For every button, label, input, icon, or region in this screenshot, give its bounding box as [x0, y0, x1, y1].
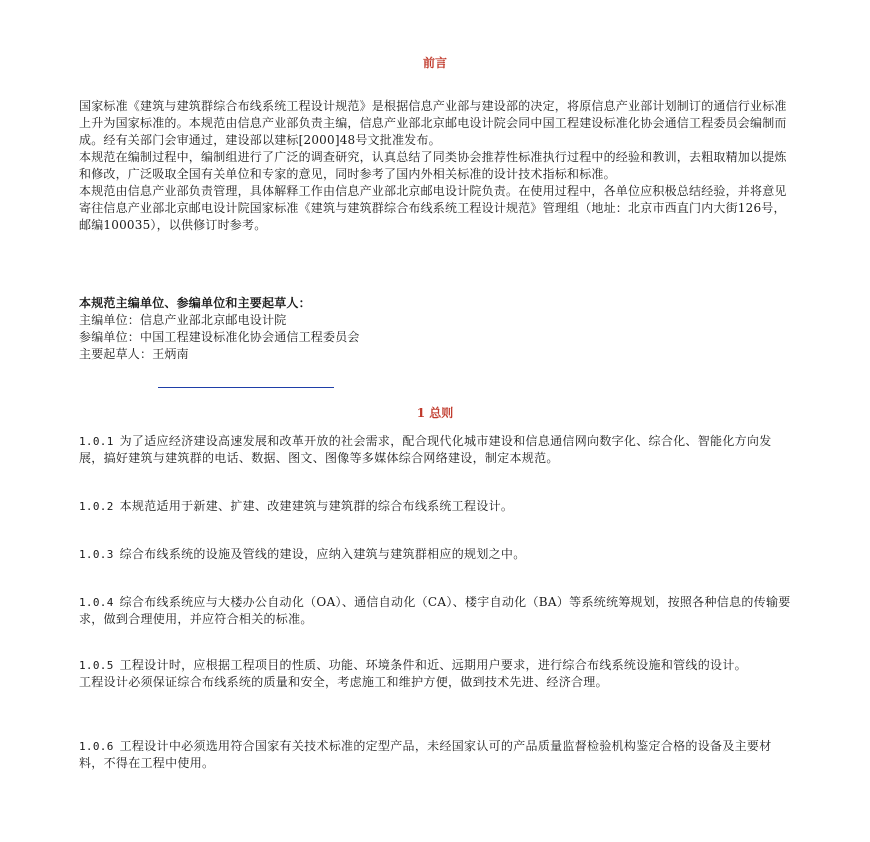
drafters-heading: 本规范主编单位、参编单位和主要起草人：: [79, 296, 311, 310]
clause-text: [79, 657, 791, 674]
clause-number: 1.0.6: [79, 740, 114, 753]
page-title: 前言: [422, 56, 447, 70]
clause-text: [79, 594, 791, 628]
preface-paragraph: 国家标准《建筑与建筑群综合布线系统工程设计规范》是根据信息产业部与建设部的决定，将原信息产业部计划制订的通信行业标准上升为国家标准的。本规范由信息产业部负责主编，信息产业部北京邮电设计院会同中国工程建设标准化协会通信工程委员会编制而成。经有关部门会审通过，建设部以建标[2000]48号文批准发布。: [79, 99, 787, 147]
preface-text: [79, 98, 791, 234]
clause-text: [79, 498, 791, 515]
section-title: 1 总则: [416, 406, 454, 420]
clause-text: [79, 738, 791, 772]
clause-number: 1.0.5: [79, 659, 114, 672]
clause-body: 综合布线系统应与大楼办公自动化（OA）、通信自动化（CA）、楼宇自动化（BA）等系统统筹规划，按照各种信息的传输要求，做到合理使用，并应符合相关的标准。: [79, 595, 791, 626]
clause-1-0-1: [79, 433, 791, 467]
divider-line: [158, 387, 334, 388]
drafters-section: [79, 295, 791, 363]
clause-1-0-2: [79, 498, 791, 515]
clause-text: [79, 546, 791, 563]
clause-body: 本规范适用于新建、扩建、改建建筑与建筑群的综合布线系统工程设计。: [119, 499, 514, 513]
clause-1-0-5: [79, 657, 791, 691]
clause-body: 综合布线系统的设施及管线的建设，应纳入建筑与建筑群相应的规划之中。: [119, 547, 526, 561]
clause-body: 工程设计时，应根据工程项目的性质、功能、环境条件和近、远期用户要求，进行综合布线系统设施和管线的设计。: [119, 658, 747, 672]
clause-number: 1.0.2: [79, 500, 114, 513]
clause-1-0-6: [79, 738, 791, 772]
chief-unit: 主编单位：信息产业部北京邮电设计院: [79, 313, 287, 327]
clause-text: [79, 433, 791, 467]
clause-number: 1.0.3: [79, 548, 114, 561]
clause-1-0-3: [79, 546, 791, 563]
clause-body: 工程设计中必须选用符合国家有关技术标准的定型产品，未经国家认可的产品质量监督检验机构鉴定合格的设备及主要材料，不得在工程中使用。: [79, 739, 772, 770]
main-drafter: 主要起草人：王炳南: [79, 347, 189, 361]
preface-paragraph: 本规范由信息产业部负责管理，具体解释工作由信息产业部北京邮电设计院负责。在使用过程中，各单位应积极总结经验，并将意见寄往信息产业部北京邮电设计院国家标准《建筑与建筑群综合布线系统工程设计规范》管理组（地址：北京市西直门内大街126号，邮编100035），以供修订时参考。: [79, 184, 787, 232]
preface-paragraph: 本规范在编制过程中，编制组进行了广泛的调查研究，认真总结了同类协会推荐性标准执行过程中的经验和教训，去粗取精加以提炼和修改，广泛吸取全国有关单位和专家的意见，同时参考了国内外相关标准的设计技术指标和标准。: [79, 150, 787, 181]
clause-extra-text: 工程设计必须保证综合布线系统的质量和安全，考虑施工和维护方便，做到技术先进、经济合理。: [79, 675, 608, 689]
clause-body: 为了适应经济建设高速发展和改革开放的社会需求，配合现代化城市建设和信息通信网向数字化、综合化、智能化方向发展，搞好建筑与建筑群的电话、数据、图文、图像等多媒体综合网络建设，制定本规范。: [79, 434, 772, 465]
clause-number: 1.0.1: [79, 435, 114, 448]
clause-number: 1.0.4: [79, 596, 114, 609]
clause-1-0-4: [79, 594, 791, 628]
participating-unit: 参编单位：中国工程建设标准化协会通信工程委员会: [79, 330, 360, 344]
